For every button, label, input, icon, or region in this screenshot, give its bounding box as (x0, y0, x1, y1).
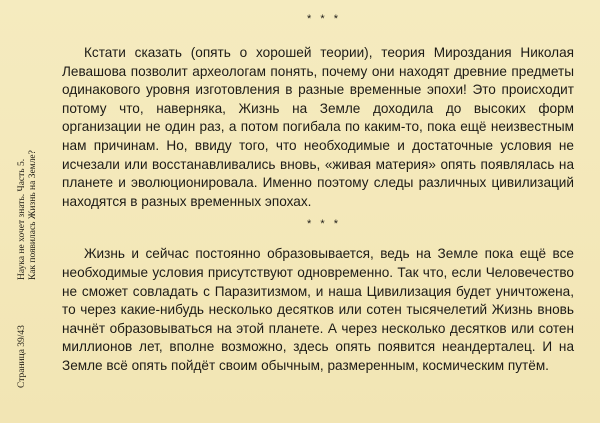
paragraph-text: Кстати сказать (опять о хорошей теории), теория Мироздания Николая Левашова позволит археологам понять, почему они находят древние предметы одинакового уровня изготовления в разные временные эпохи! Это происходит потому что, наверняка, Жизнь на Земле доходила до высоких форм организации не один раз, а потом погибала по каким-то, пока ещё неизвестным нам причинам. Но, ввиду того, что необходимые и достаточные условия не исчезали или восстанавливались вновь, «живая материя» опять появлялась на планете и эволюционировала. Именно поэтому следы различных цивилизаций находятся в разных временных эпохах. (62, 45, 574, 209)
section-separator: * * * (307, 13, 341, 25)
paragraph (62, 245, 574, 375)
paragraph (62, 44, 574, 211)
section-separator: * * * (307, 218, 341, 231)
document-body (62, 12, 574, 376)
series-title: Наука не хочет знать. Часть 5. (17, 158, 27, 280)
page-sidebar (8, 0, 54, 423)
chapter-title: Как появилась Жизнь на Земле? (28, 150, 38, 280)
page-number: Страница 39/43 (17, 325, 27, 388)
paragraph-text: Жизнь и сейчас постоянно образовывается, ведь на Земле пока ещё все необходимые условия присутствуют одновременно. Так что, если Человечество не сможет совладать с Паразитизмом, и наша Цивилизация будет уничтожена, то через какие-нибудь несколько десятков или сотен тысячелетий Жизнь вновь начнёт образовываться на этой планете. А через несколько десятков или сотен миллионов лет, вполне возможно, здесь опять появится неандерталец. И на Земле всё опять пойдёт своим обычным, размеренным, космическим путём. (62, 246, 574, 373)
